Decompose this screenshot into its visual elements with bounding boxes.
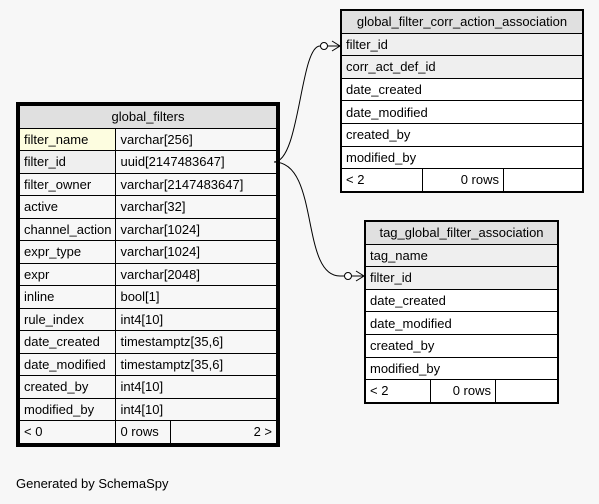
table-title[interactable]: tag_global_filter_association [366,222,558,245]
column-type: int4[10] [116,376,277,399]
row-count: 0 rows [116,421,171,444]
column-name: modified_by [20,398,116,421]
column-type: varchar[2147483647] [116,173,277,196]
column-name: created_by [366,334,558,357]
column-type: int4[10] [116,308,277,331]
row-count: 0 rows [423,169,504,192]
column-row[interactable] [342,123,583,146]
link-tag-crowfoot [356,271,364,281]
column-name: corr_act_def_id [342,56,583,79]
column-name: filter_id [366,267,558,290]
column-name: rule_index [20,308,116,331]
column-name: date_modified [20,353,116,376]
column-row[interactable] [342,33,583,56]
column-row[interactable] [366,289,558,312]
column-name: filter_name [20,128,116,151]
column-row[interactable] [366,244,558,267]
link-corr-optional-marker [321,43,328,50]
table-global-filters[interactable] [16,102,280,447]
column-row[interactable] [342,101,583,124]
column-type: varchar[32] [116,196,277,219]
column-name: date_created [366,289,558,312]
link-corr-crowfoot [332,41,340,51]
column-name: filter_owner [20,173,116,196]
column-row[interactable] [20,286,277,309]
table-footer-row [20,421,277,444]
column-row[interactable] [20,353,277,376]
column-row[interactable] [20,128,277,151]
column-name: expr_type [20,241,116,264]
link-corr [274,46,332,162]
column-name: filter_id [342,33,583,56]
column-row[interactable] [20,398,277,421]
column-name: created_by [342,123,583,146]
column-name: date_created [20,331,116,354]
column-row[interactable] [342,56,583,79]
column-name: modified_by [366,357,558,380]
column-type: bool[1] [116,286,277,309]
footer-spacer [504,169,583,192]
column-name: modified_by [342,146,583,169]
column-type: varchar[1024] [116,241,277,264]
table-title[interactable]: global_filters [20,106,277,129]
column-row[interactable] [20,263,277,286]
column-type: varchar[256] [116,128,277,151]
table-footer-row [342,169,583,192]
column-name: date_modified [342,101,583,124]
column-type: timestamptz[35,6] [116,331,277,354]
column-row[interactable] [20,376,277,399]
children-count: 2 > [171,421,277,444]
footer-spacer [496,380,558,403]
column-row[interactable] [366,312,558,335]
column-row[interactable] [20,151,277,174]
column-type: timestamptz[35,6] [116,353,277,376]
column-row[interactable] [342,146,583,169]
column-name: date_modified [366,312,558,335]
column-type: varchar[2048] [116,263,277,286]
column-name: channel_action [20,218,116,241]
column-row[interactable] [20,308,277,331]
column-row[interactable] [20,218,277,241]
column-row[interactable] [20,173,277,196]
parents-count: < 2 [366,380,431,403]
column-row[interactable] [366,334,558,357]
row-count: 0 rows [431,380,496,403]
table-title[interactable]: global_filter_corr_action_association [342,11,583,34]
generated-by-label: Generated by SchemaSpy [16,476,169,491]
column-name: tag_name [366,244,558,267]
link-tag-optional-marker [345,273,352,280]
column-name: active [20,196,116,219]
table-footer-row [366,380,558,403]
column-name: created_by [20,376,116,399]
table-tag-global-filter-association[interactable] [364,220,559,404]
column-row[interactable] [366,267,558,290]
column-type: uuid[2147483647] [116,151,277,174]
column-name: filter_id [20,151,116,174]
parents-count: < 2 [342,169,423,192]
column-type: int4[10] [116,398,277,421]
column-name: date_created [342,78,583,101]
parents-count: < 0 [20,421,116,444]
column-row[interactable] [342,78,583,101]
table-global-filter-corr-action-association[interactable] [340,9,584,193]
column-row[interactable] [20,331,277,354]
column-row[interactable] [366,357,558,380]
column-name: inline [20,286,116,309]
column-row[interactable] [20,196,277,219]
column-row[interactable] [20,241,277,264]
column-type: varchar[1024] [116,218,277,241]
column-name: expr [20,263,116,286]
